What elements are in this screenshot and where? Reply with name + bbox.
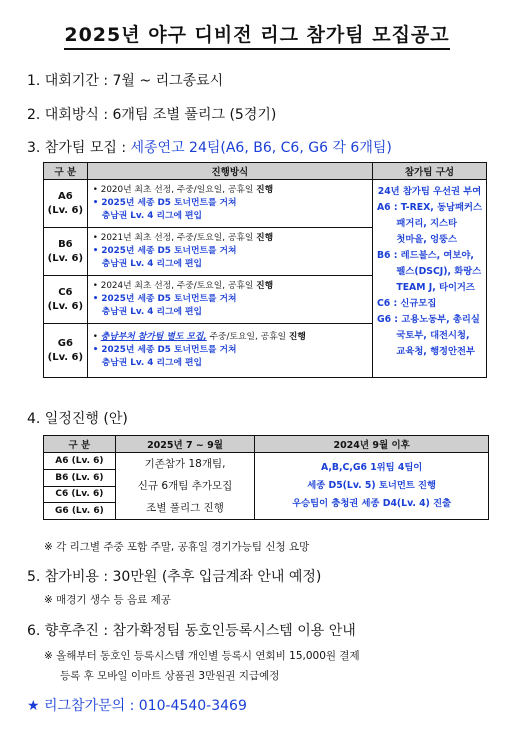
contact-line: ★ 리그참가문의 : 010-4540-3469	[27, 698, 247, 714]
team-b6: B6 (Lv. 6)	[44, 228, 88, 276]
schedule-after-cell: A,B,C,G6 1위팀 4팀이 세종 D5(Lv. 5) 토너먼트 진행 우승팀이 충청권 세종 D4(Lv. 4) 진출	[255, 453, 489, 520]
recruit-table	[43, 162, 487, 378]
level-a6: A6 (Lv. 6)	[44, 453, 116, 470]
method-c6: • 2024년 최초 선정, 주중/토요일, 공휴일 진행 • 2025년 세종 D5 토너먼트를 거쳐 충남권 Lv. 4 리그에 편입	[87, 276, 372, 324]
composition-cell: 24년 참가팀 우선권 부여 A6 : T-REX, 동남패커스 패거리, 지스타 첫마을, 엉뚱스 B6 : 레드불스, 여보야, 펠스(DSCJ), 화랑스 TEAM J, 타이거즈 C6 : 신규모집 G6 : 고용노동부, 총리실 국토부, 대전시청, 교육청, 행정안전부	[372, 180, 486, 378]
plan-note-1: ※ 올해부터 동호인 등록시스템 개인별 등록시 연회비 15,000원 결제	[44, 650, 360, 662]
schedule-header-category: 구 분	[44, 436, 116, 453]
schedule-title: 4. 일정진행 (안)	[27, 411, 128, 427]
recruit-value: 세종연고 24팀(A6, B6, C6, G6 각 6개팀)	[130, 140, 392, 156]
schedule-header-after: 2024년 9월 이후	[255, 436, 489, 453]
header-composition: 참가팀 구성	[372, 163, 486, 180]
plan-line: 6. 향후추진 : 참가확정팀 동호인등록시스템 이용 안내	[27, 623, 356, 639]
page-title: 2025년 야구 디비전 리그 참가팀 모집공고	[0, 20, 514, 47]
plan-note-2: 등록 후 모바일 이마트 상품권 3만원권 지급예정	[60, 670, 280, 682]
method-b6: • 2021년 최초 선정, 주중/토요일, 공휴일 진행 • 2025년 세종 D5 토너먼트를 거쳐 충남권 Lv. 4 리그에 편입	[87, 228, 372, 276]
schedule-summer-cell: 기존참가 18개팀, 신규 6개팀 추가모집 조별 풀리그 진행	[115, 453, 255, 520]
schedule-note: ※ 각 리그별 주중 포함 주말, 공휴일 경기가능팀 신청 요망	[44, 541, 310, 553]
schedule-table	[43, 435, 489, 520]
format-line: 2. 대회방식 : 6개팀 조별 풀리그 (5경기)	[27, 107, 277, 123]
method-g6: • 충남부처 참가팀 별도 모집, 주중/토요일, 공휴일 진행 • 2025년 세종 D5 토너먼트를 거쳐 충남권 Lv. 4 리그에 편입	[87, 324, 372, 378]
fee-line: 5. 참가비용 : 30만원 (추후 입금계좌 안내 예정)	[27, 569, 322, 585]
recruit-line	[27, 137, 392, 157]
fee-note: ※ 매경기 생수 등 음료 제공	[44, 594, 171, 606]
schedule-header-summer: 2025년 7 ~ 9월	[115, 436, 255, 453]
team-g6: G6 (Lv. 6)	[44, 324, 88, 378]
level-c6: C6 (Lv. 6)	[44, 486, 116, 503]
recruit-label: 3. 참가팀 모집 :	[27, 140, 131, 156]
team-a6: A6 (Lv. 6)	[44, 180, 88, 228]
team-c6: C6 (Lv. 6)	[44, 276, 88, 324]
level-b6: B6 (Lv. 6)	[44, 469, 116, 486]
header-method: 진행방식	[87, 163, 372, 180]
period-line: 1. 대회기간 : 7월 ~ 리그종료시	[27, 73, 224, 89]
header-category: 구 분	[44, 163, 88, 180]
method-a6: • 2020년 최초 선정, 주중/일요일, 공휴일 진행 • 2025년 세종 D5 토너먼트를 거쳐 충남권 Lv. 4 리그에 편입	[87, 180, 372, 228]
level-g6: G6 (Lv. 6)	[44, 503, 116, 520]
